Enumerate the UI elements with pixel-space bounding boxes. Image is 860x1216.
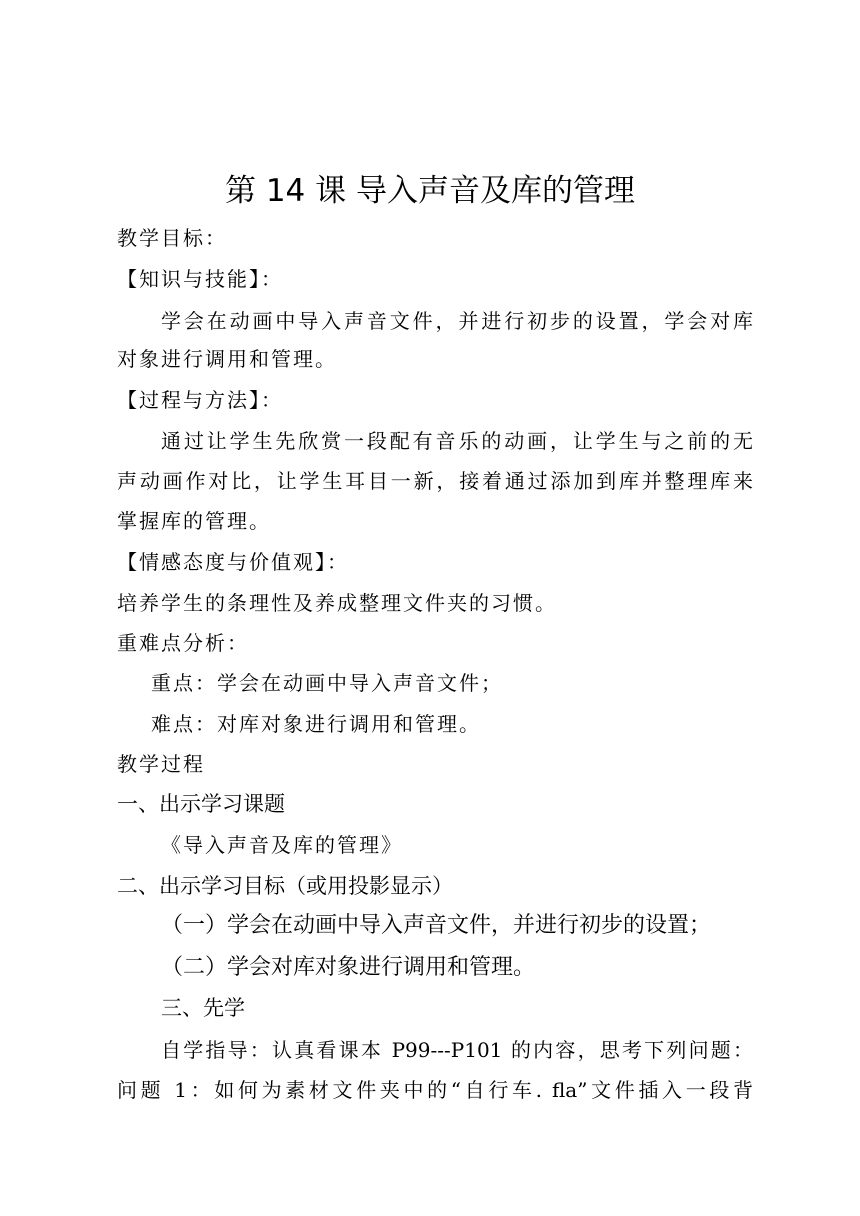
objective-2-text: （二）学会对库对象进行调用和管理。: [161, 955, 536, 980]
objective-1-text: （一）学会在动画中导入声音文件，并进行初步的设置；: [161, 913, 712, 938]
emotion-values-heading: 【情感态度与价值观】：: [117, 550, 349, 574]
difficult-point-text: 难点：对库对象进行调用和管理。: [151, 712, 481, 736]
knowledge-skills-text-line-1: 学会在动画中导入声音文件，并进行初步的设置，学会对库: [161, 309, 753, 333]
emotion-values-text: 培养学生的条理性及养成整理文件夹的习惯。: [117, 591, 557, 615]
teaching-objectives-heading: 教学目标：: [117, 226, 227, 250]
knowledge-skills-heading: 【知识与技能】：: [117, 267, 283, 291]
section-2-heading: 二、出示学习目标（或用投影显示）: [117, 874, 453, 898]
lesson-title: 第 14 课 导入声音及库的管理: [224, 173, 635, 209]
process-method-text-line-2: 声动画作对比，让学生耳目一新，接着通过添加到库并整理库来: [117, 469, 753, 493]
lesson-topic-text: 《导入声音及库的管理》: [161, 833, 403, 857]
section-3-heading: 三、先学: [161, 996, 245, 1020]
process-method-heading: 【过程与方法】：: [117, 388, 283, 412]
key-point-text: 重点：学会在动画中导入声音文件；: [151, 671, 503, 695]
teaching-process-heading: 教学过程: [117, 752, 205, 776]
self-study-guide-text: 自学指导：认真看课本 P99---P101 的内容，思考下列问题：: [161, 1038, 753, 1062]
process-method-text-line-3: 掌握库的管理。: [117, 509, 271, 533]
question-1-text: 问题 1：如何为素材文件夹中的“自行车. fla”文件插入一段背: [117, 1078, 753, 1102]
section-1-heading: 一、出示学习课题: [117, 792, 285, 816]
key-difficult-points-heading: 重难点分析：: [117, 631, 249, 655]
process-method-text-line-1: 通过让学生先欣赏一段配有音乐的动画，让学生与之前的无: [161, 429, 753, 453]
knowledge-skills-text-line-2: 对象进行调用和管理。: [117, 347, 337, 371]
